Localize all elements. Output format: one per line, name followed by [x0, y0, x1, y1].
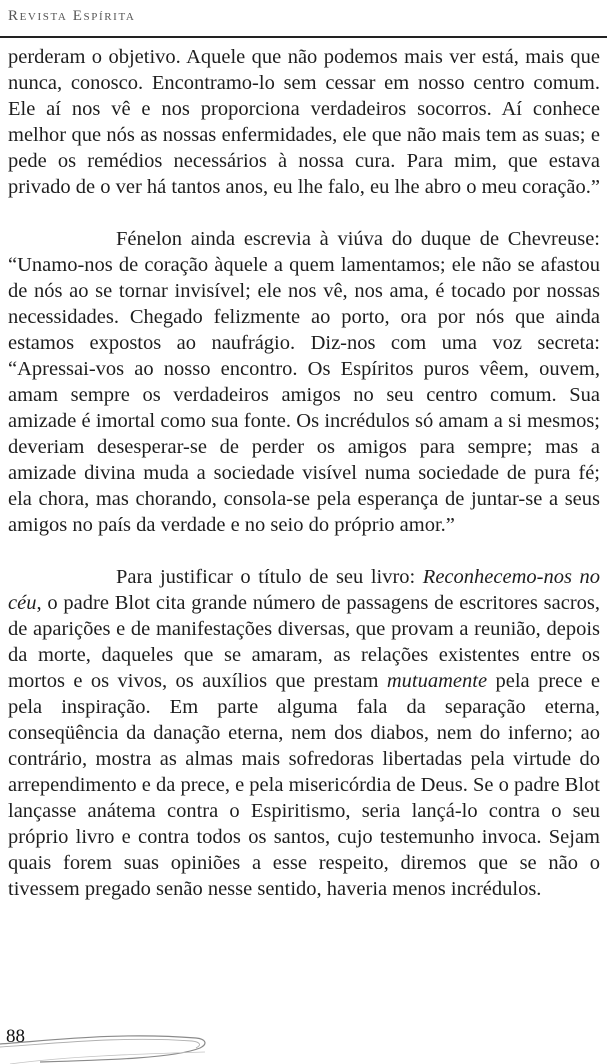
paragraph-2: Fénelon ainda escrevia à viúva do duque de Chevreuse: “Unamo-nos de coração àquele a quem lamentamos; ele não se afastou de nós ao se tornar invisível; ele nos vê, nos ama, é tocado por nossas necessidades. Chegado felizmente ao porto, ora por nós que ainda estamos expostos ao naufrágio. Diz-nos com uma voz secreta: “Apressai-vos ao nosso encontro. Os Espíritos puros vêem, ouvem, amam sempre os verdadeiros amigos no seu centro comum. Sua amizade é imortal como sua fonte. Os incrédulos só amam a si mesmos; deveriam desesperar-se de perder os amigos para sempre; mas a amizade divina muda a sociedade visível numa sociedade de pura fé; ela chora, mas chorando, consola-se pela esperança de juntar-se a seus amigos no país da verdade e no seio do próprio amor.”: [8, 228, 600, 536]
paragraph-3-conclusion: pela prece e pela inspiração. Em parte alguma fala da separação eterna, conseqüência da danação eterna, nem dos diabos, nem do inferno; ao contrário, mostra as almas mais sofredoras libertadas pela virtude do arrependimento e da prece, e pela misericórdia de Deus. Se o padre Blot lançasse anátema contra o Espiritismo, seria lançá-lo contra o seu próprio livro e contra todos os santos, cujo testemunho invoca. Sejam quais forem suas opiniões a esse respeito, diremos que se não o tivessem pregado senão nesse sentido, haveria menos incrédulos.: [8, 670, 600, 900]
page-body: [8, 44, 600, 902]
page-number: 88: [6, 1026, 25, 1047]
decorative-swoosh: [0, 1020, 210, 1064]
emphasis-word: mutuamente: [386, 670, 488, 692]
header-rule: [0, 36, 607, 38]
paragraph-3: [8, 564, 600, 902]
book-title: Reconhecemo-nos no céu: [8, 566, 600, 614]
running-header-title: Revista Espírita: [8, 8, 136, 24]
paragraph-3-body: , o padre Blot cita grande número de passagens de escritores sacros, de aparições e de manifestações diversas, que provam a reunião, depois da morte, daqueles que se amaram, as relações existentes entre os mortos e os vivos, os auxílios que prestam: [8, 592, 600, 692]
paragraph-1: perderam o objetivo. Aquele que não podemos mais ver está, mais que nunca, conosco. Encontramo-lo sem cessar em nosso centro comum. Ele aí nos vê e nos proporciona verdadeiros socorros. Aí conhece melhor que nós as nossas enfermidades, ele que não mais tem as suas; e pede os remédios necessários à nossa cura. Para mim, que estava privado de o ver há tantos anos, eu lhe falo, eu lhe abro o meu coração.”: [8, 46, 600, 198]
paragraph-3-intro: Para justificar o título de seu livro:: [116, 566, 423, 588]
